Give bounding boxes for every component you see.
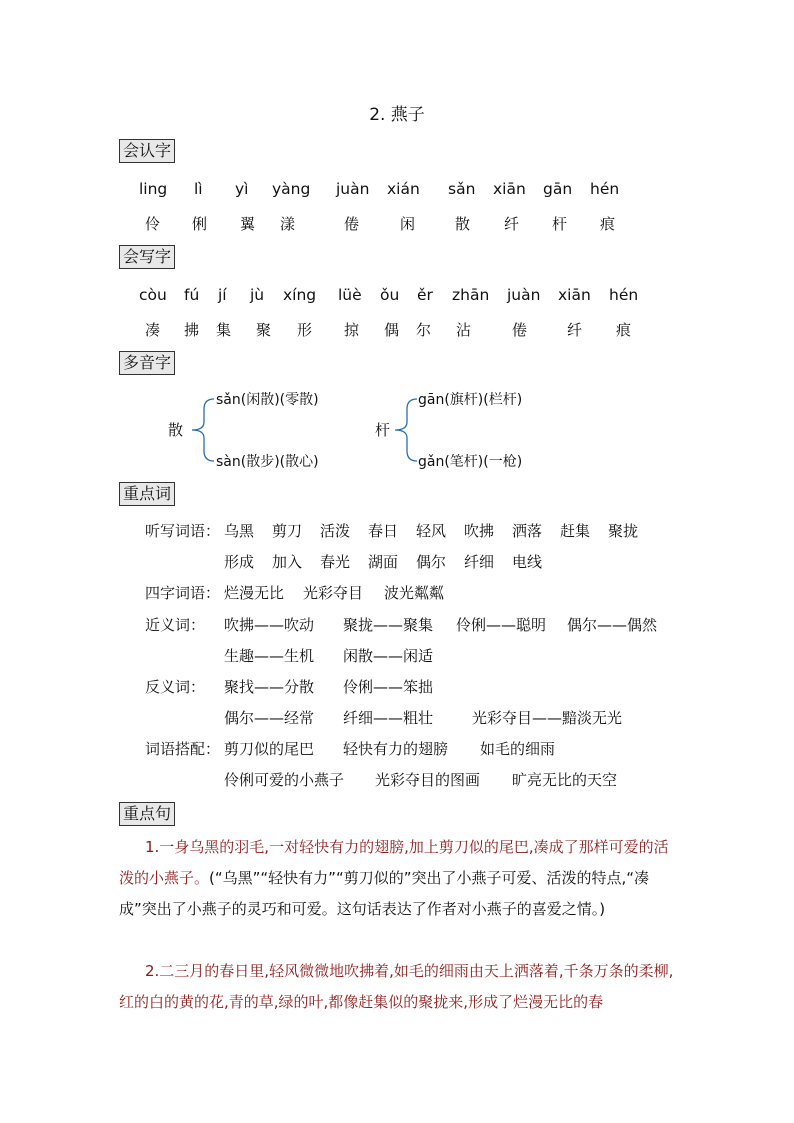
pinyin: xiān [558, 286, 591, 304]
word-pair: 生趣——生机 [224, 647, 315, 665]
word-pair: 伶俐——笨拙 [343, 678, 434, 696]
phrase: 伶俐可爱的小燕子 [224, 771, 345, 789]
word: 乌黑 [224, 522, 255, 540]
pinyin: ěr [417, 286, 433, 304]
word: 湖面 [368, 553, 399, 571]
pinyin: còu [139, 286, 167, 304]
hanzi: 纤 [567, 321, 583, 339]
hanzi: 散 [455, 215, 471, 233]
word: 聚拢 [608, 522, 639, 540]
pinyin: jí [218, 286, 227, 304]
word: 加入 [272, 553, 303, 571]
hanzi: 倦 [512, 321, 528, 339]
pinyin: jù [250, 286, 265, 304]
hanzi: 翼 [240, 215, 256, 233]
hanzi: 集 [216, 321, 232, 339]
word: 春日 [368, 522, 399, 540]
hanzi: 形 [297, 321, 313, 339]
word-pair: 偶尔——经常 [224, 709, 315, 727]
section-label-write: 会写字 [119, 245, 175, 269]
page-title: 2. 燕子 [369, 105, 425, 125]
pinyin: sǎn [448, 180, 476, 198]
word: 赶集 [560, 522, 591, 540]
pinyin: juàn [336, 180, 370, 198]
section-label-keywords: 重点词 [119, 482, 175, 506]
word: 烂漫无比 [224, 584, 285, 602]
word-pair: 纤细——粗壮 [343, 709, 434, 727]
pinyin: gān [543, 180, 573, 198]
polyphone-reading-bottom: sàn(散步)(散心) [216, 454, 319, 470]
hanzi: 漾 [280, 215, 296, 233]
pinyin: hén [609, 286, 639, 304]
pinyin: lì [194, 180, 203, 198]
hanzi: 痕 [600, 215, 616, 233]
word: 光彩夺目 [303, 584, 364, 602]
word-pair: 聚拢——聚集 [343, 616, 434, 634]
hanzi: 痕 [616, 321, 632, 339]
section-label-polyphone: 多音字 [119, 351, 175, 375]
brace-icon [391, 395, 419, 465]
hanzi: 俐 [192, 215, 208, 233]
hanzi: 拂 [184, 321, 200, 339]
section-label-key-sentences: 重点句 [119, 802, 175, 826]
key-sentence-2 [119, 956, 677, 1018]
word-pair: 吹拂——吹动 [224, 616, 315, 634]
word: 轻风 [416, 522, 447, 540]
hanzi: 倦 [344, 215, 360, 233]
phrase: 轻快有力的翅膀 [343, 740, 449, 758]
word-pair: 偶尔——偶然 [567, 616, 658, 634]
word: 剪刀 [272, 522, 303, 540]
word-pair: 光彩夺目——黯淡无光 [472, 709, 623, 727]
pinyin: zhān [452, 286, 490, 304]
word: 吹拂 [464, 522, 495, 540]
sentence-note: (“乌黑”“轻快有力”“剪刀似的”突出了小燕子可爱、活泼的特点,“凑成”突出了小燕子的灵巧和可爱。这句话表达了作者对小燕子的喜爱之情。) [119, 869, 650, 918]
pinyin: hén [590, 180, 620, 198]
word: 春光 [320, 553, 351, 571]
word: 洒落 [512, 522, 543, 540]
pinyin: fú [184, 286, 200, 304]
polyphone-reading-top: sǎn(闲散)(零散) [216, 392, 319, 408]
word: 活泼 [320, 522, 351, 540]
hanzi: 伶 [145, 215, 161, 233]
four-char-label: 四字词语： [145, 584, 221, 602]
phrase: 如毛的细雨 [480, 740, 556, 758]
pinyin: ǒu [380, 286, 400, 304]
phrase: 旷亮无比的天空 [512, 771, 618, 789]
word-pair: 聚找——分散 [224, 678, 315, 696]
pinyin: yàng [272, 180, 311, 198]
hanzi: 聚 [256, 321, 272, 339]
hanzi: 沾 [456, 321, 472, 339]
hanzi: 掠 [344, 321, 360, 339]
polyphone-char: 散 [168, 421, 184, 439]
pinyin: lüè [338, 286, 362, 304]
word: 纤细 [464, 553, 495, 571]
phrase: 剪刀似的尾巴 [224, 740, 315, 758]
hanzi: 纤 [504, 215, 520, 233]
collocation-label: 词语搭配： [145, 740, 221, 758]
pinyin: xíng [283, 286, 317, 304]
pinyin: xián [387, 180, 420, 198]
section-label-recognize: 会认字 [119, 139, 175, 163]
sentence-text: 1.一身乌黑的羽毛,一对轻快有力的翅膀,加上剪刀似的尾巴,凑成了那样可爱的活泼的小燕子。 [119, 838, 669, 887]
word: 形成 [224, 553, 255, 571]
hanzi: 闲 [400, 215, 416, 233]
polyphone-reading-top: gān(旗杆)(栏杆) [418, 392, 523, 408]
hanzi: 尔 [416, 321, 432, 339]
pinyin: ling [139, 180, 168, 198]
hanzi: 杆 [552, 215, 568, 233]
word-pair: 闲散——闲适 [343, 647, 434, 665]
phrase: 光彩夺目的图画 [375, 771, 481, 789]
sentence-text: 2.二三月的春日里,轻风微微地吹拂着,如毛的细雨由天上洒落着,千条万条的柔柳,红的白的黄的花,青的草,绿的叶,都像赶集似的聚拢来,形成了烂漫无比的春 [119, 962, 674, 1011]
polyphone-char: 杆 [375, 421, 391, 439]
antonym-label: 反义词： [145, 678, 206, 696]
synonym-label: 近义词： [145, 616, 206, 634]
dictation-label: 听写词语： [145, 522, 221, 540]
key-sentence-1 [119, 832, 677, 925]
pinyin: xiān [493, 180, 526, 198]
word: 偶尔 [416, 553, 447, 571]
word-pair: 伶俐——聪明 [456, 616, 547, 634]
hanzi: 偶 [384, 321, 400, 339]
pinyin: juàn [507, 286, 541, 304]
word: 波光粼粼 [384, 584, 445, 602]
pinyin: yì [235, 180, 249, 198]
polyphone-reading-bottom: gǎn(笔杆)(一枪) [418, 454, 523, 470]
hanzi: 凑 [145, 321, 161, 339]
word: 电线 [512, 553, 543, 571]
brace-icon [186, 395, 216, 465]
